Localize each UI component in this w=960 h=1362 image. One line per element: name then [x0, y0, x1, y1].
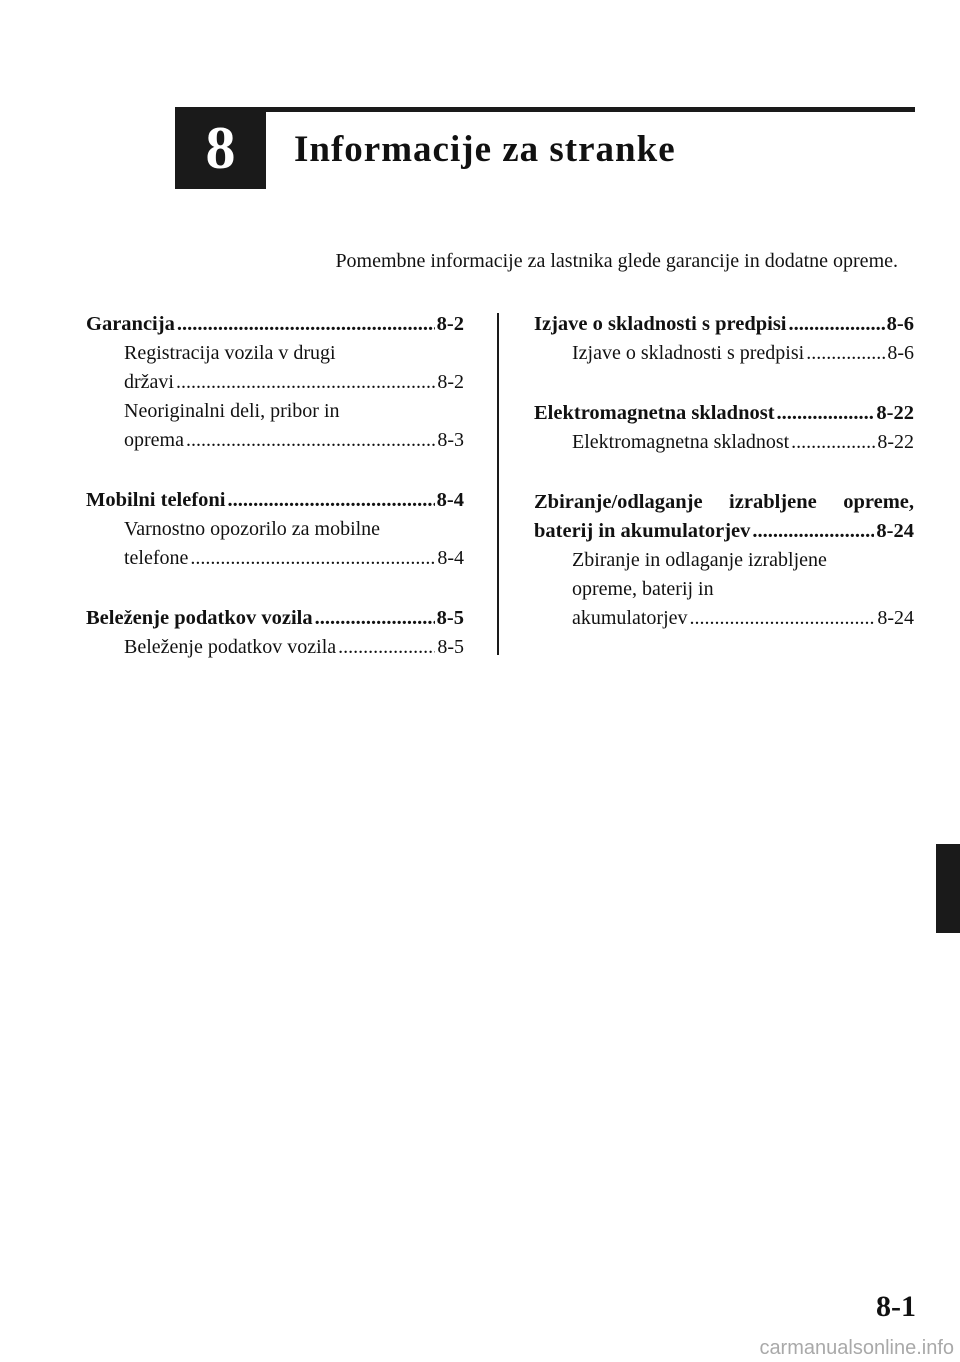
- toc-left-column: [86, 310, 464, 693]
- toc-section-title[interactable]: Garancija ..... 8-2: [86, 310, 464, 339]
- toc-section-title[interactable]: baterij in akumulatorjev ..... 8-24: [534, 517, 914, 546]
- page-number: 8-1: [876, 1290, 916, 1323]
- toc-section-garancija: [86, 310, 464, 455]
- chapter-number-box: [175, 107, 266, 189]
- toc-entry[interactable]: Elektromagnetna skladnost ..... 8-22: [534, 428, 914, 457]
- toc-entry[interactable]: Registracija vozila v drugi državi ..... 8-2: [86, 339, 464, 397]
- toc-entry[interactable]: Neoriginalni deli, pribor in oprema ..... 8-3: [86, 397, 464, 455]
- toc-section-mobilni-telefoni: [86, 486, 464, 573]
- toc-entry[interactable]: Zbiranje in odlaganje izrabljene opreme, baterij in akumulatorjev ..... 8-24: [534, 546, 914, 633]
- chapter-title: Informacije za stranke: [294, 129, 676, 170]
- toc-right-column: [534, 310, 914, 664]
- toc-section-izjave: [534, 310, 914, 368]
- toc-section-zbiranje: [534, 488, 914, 633]
- toc-entry[interactable]: Varnostno opozorilo za mobilne telefone ..... 8-4: [86, 515, 464, 573]
- toc-entry[interactable]: Beleženje podatkov vozila ..... 8-5: [86, 633, 464, 662]
- chapter-side-tab: [936, 844, 960, 933]
- chapter-intro: Pomembne informacije za lastnika glede garancije in dodatne opreme.: [335, 250, 898, 272]
- toc-entry[interactable]: Izjave o skladnosti s predpisi ..... 8-6: [534, 339, 914, 368]
- chapter-top-rule: [175, 107, 915, 112]
- toc-section-title-line[interactable]: Zbiranje/odlaganje izrabljene opreme,: [534, 491, 914, 513]
- column-divider: [497, 313, 499, 655]
- toc-section-title[interactable]: Mobilni telefoni ..... 8-4: [86, 486, 464, 515]
- toc-section-title[interactable]: Beleženje podatkov vozila ..... 8-5: [86, 604, 464, 633]
- chapter-number: 8: [205, 115, 236, 181]
- toc-section-title[interactable]: Elektromagnetna skladnost ..... 8-22: [534, 399, 914, 428]
- toc-section-title[interactable]: Izjave o skladnosti s predpisi ..... 8-6: [534, 310, 914, 339]
- watermark-footer: carmanualsonline.info: [759, 1337, 954, 1359]
- toc-section-belezenje: [86, 604, 464, 662]
- toc-section-elektromagnetna: [534, 399, 914, 457]
